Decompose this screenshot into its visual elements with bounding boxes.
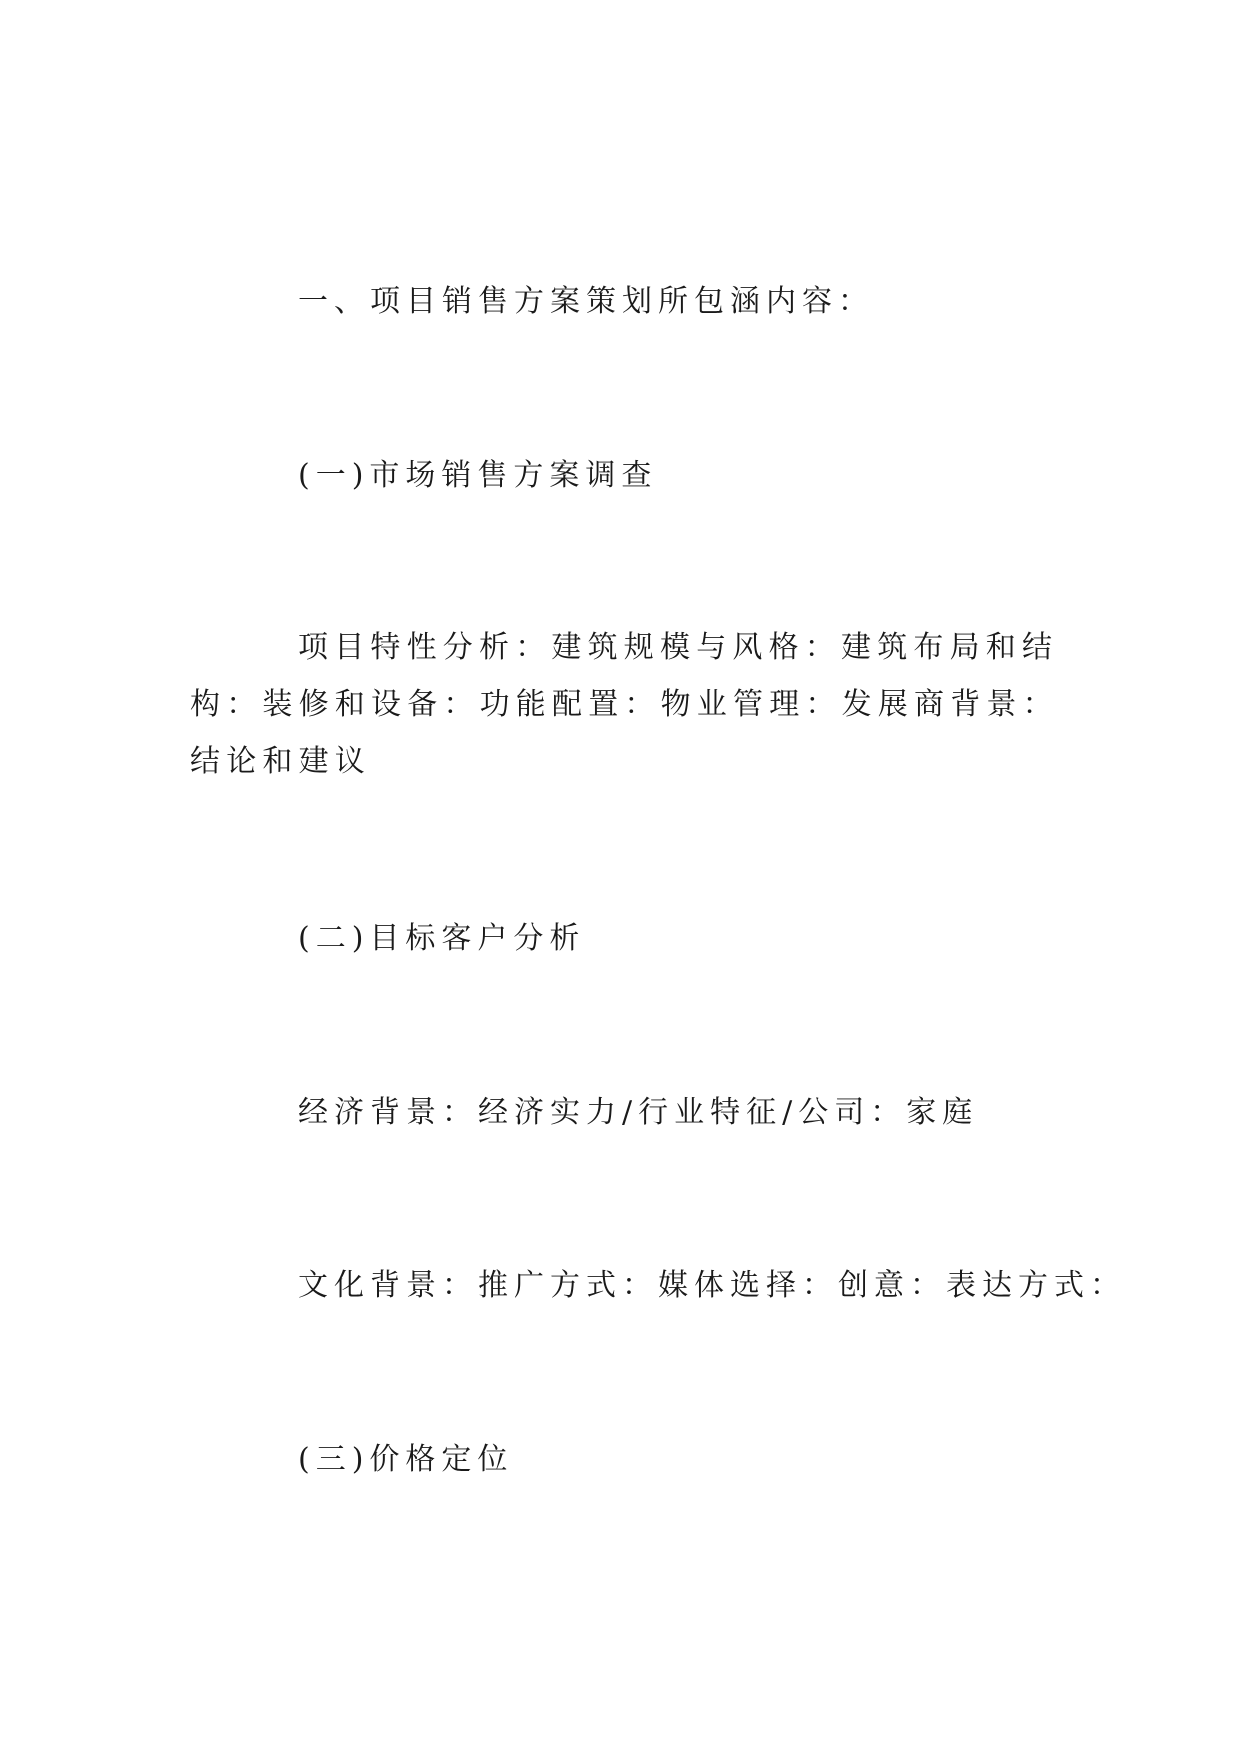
section-title-market-survey: (一)市场销售方案调查 xyxy=(298,458,658,493)
paragraph-cultural-background: 文化背景：推广方式：媒体选择：创意：表达方式： xyxy=(298,1268,1126,1303)
heading-item-one: 一、项目销售方案策划所包涵内容： xyxy=(298,284,874,319)
paragraph-project-analysis: 项目特性分析：建筑规模与风格：建筑布局和结构：装修和设备：功能配置：物业管理：发展商背景：结论和建议 xyxy=(190,630,1059,779)
section-title-target-customer: (二)目标客户分析 xyxy=(298,921,586,956)
section-title-price-positioning: (三)价格定位 xyxy=(298,1442,514,1477)
paragraph-economic-background: 经济背景：经济实力/行业特征/公司：家庭 xyxy=(298,1095,979,1130)
